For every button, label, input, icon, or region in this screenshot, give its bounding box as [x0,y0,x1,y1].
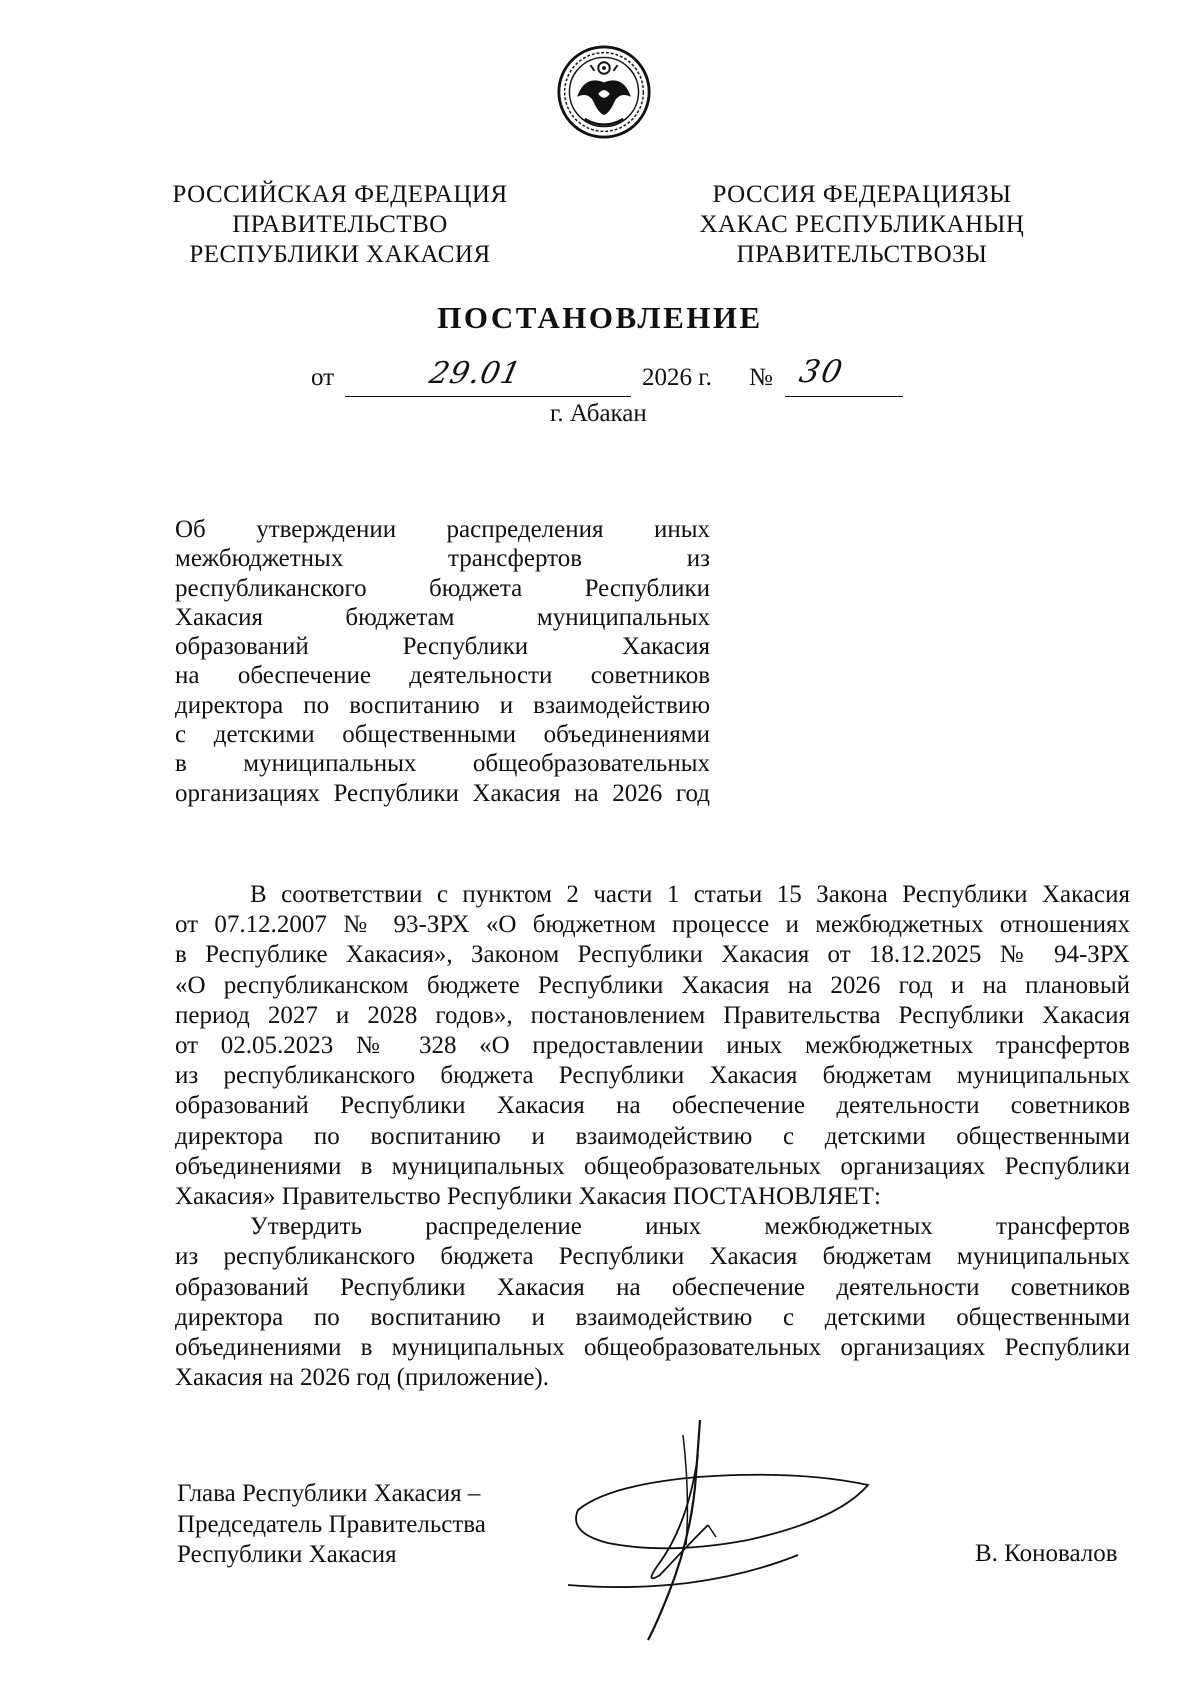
date-underline [345,396,631,397]
body-line: директора по воспитанию и взаимодействию с детскими общественными [175,1303,1130,1331]
number-sign: № [749,364,773,391]
handwritten-signature [548,1415,888,1645]
header-line: РЕСПУБЛИКИ ХАКАСИЯ [189,241,491,268]
position-line: Председатель Правительства [177,1510,486,1538]
subject-line: Хакасия бюджетам муниципальных [175,603,710,631]
coat-of-arms-emblem [556,44,652,140]
body-line: период 2027 и 2028 годов», постановлением Правительства Республики Хакасия [175,1001,1130,1029]
header-line: ПРАВИТЕЛЬСТВОЗЫ [736,241,988,268]
subject-line: в муниципальных общеобразовательных [175,750,710,778]
subject-line: республиканского бюджета Республики [175,574,710,602]
body-line: Хакасия на 2026 год (приложение). [175,1364,549,1392]
date-year: 2026 г. [642,364,712,391]
document-subject [175,515,710,808]
handwritten-number: 30 [796,354,848,390]
body-line: в Республике Хакасия», Законом Республики Хакасия от 18.12.2025 № 94-ЗРХ [175,941,1130,969]
subject-line: с детскими общественными объединениями [175,721,710,749]
body-line: образований Республики Хакасия на обеспечение деятельности советников [175,1092,1130,1120]
position-line: Глава Республики Хакасия – [177,1480,481,1507]
body-line: от 07.12.2007 № 93-ЗРХ «О бюджетном процессе и межбюджетных отношениях [175,911,1130,939]
body-line: директора по воспитанию и взаимодействию с детскими общественными [175,1122,1130,1150]
header-line: РОССИЙСКАЯ ФЕДЕРАЦИЯ [172,181,508,208]
body-line: объединениями в муниципальных общеобразовательных организациях Республики [175,1152,1130,1180]
position-line: Республики Хакасия [177,1541,397,1568]
subject-line: организациях Республики Хакасия на 2026 год [175,779,710,807]
subject-line: директора по воспитанию и взаимодействию [175,691,710,719]
subject-line: Об утверждении распределения иных [175,516,710,543]
header-line: ПРАВИТЕЛЬСТВО [232,211,448,238]
header-russian [160,180,520,270]
subject-line: образований Республики Хакасия [175,633,710,661]
body-line: от 02.05.2023 № 328 «О предоставлении иных межбюджетных трансфертов [175,1032,1130,1060]
header-khakas [692,180,1032,270]
signatory-position [177,1479,486,1571]
date-prefix: от [311,364,335,391]
subject-line: межбюджетных трансфертов из [175,545,710,573]
body-line: из республиканского бюджета Республики Хакасия бюджетам муниципальных [175,1243,1130,1271]
body-line: В соответствии с пунктом 2 части 1 статьи 15 Закона Республики Хакасия [250,881,1130,908]
body-line: образований Республики Хакасия на обеспечение деятельности советников [175,1273,1130,1301]
header-line: ХАКАС РЕСПУБЛИКАНЫҢ [699,211,1025,238]
document-type-title: ПОСТАНОВЛЕНИЕ [437,300,763,335]
body-line: из республиканского бюджета Республики Хакасия бюджетам муниципальных [175,1062,1130,1090]
city-name: г. Абакан [550,400,647,427]
subject-line: на обеспечение деятельности советников [175,662,710,690]
number-underline [785,396,903,397]
body-line: Хакасия» Правительство Республики Хакасия ПОСТАНОВЛЯЕТ: [175,1183,881,1211]
signatory-name: В. Коновалов [975,1540,1118,1567]
document-body [175,880,1130,1393]
body-line: Утвердить распределение иных межбюджетных трансфертов [250,1213,1130,1241]
body-line: «О республиканском бюджете Республики Хакасия на 2026 год и на плановый [175,971,1130,999]
header-line: РОССИЯ ФЕДЕРАЦИЯЗЫ [712,181,1012,208]
body-line: объединениями в муниципальных общеобразовательных организациях Республики [175,1334,1130,1362]
handwritten-date: 29.01 [426,356,525,391]
